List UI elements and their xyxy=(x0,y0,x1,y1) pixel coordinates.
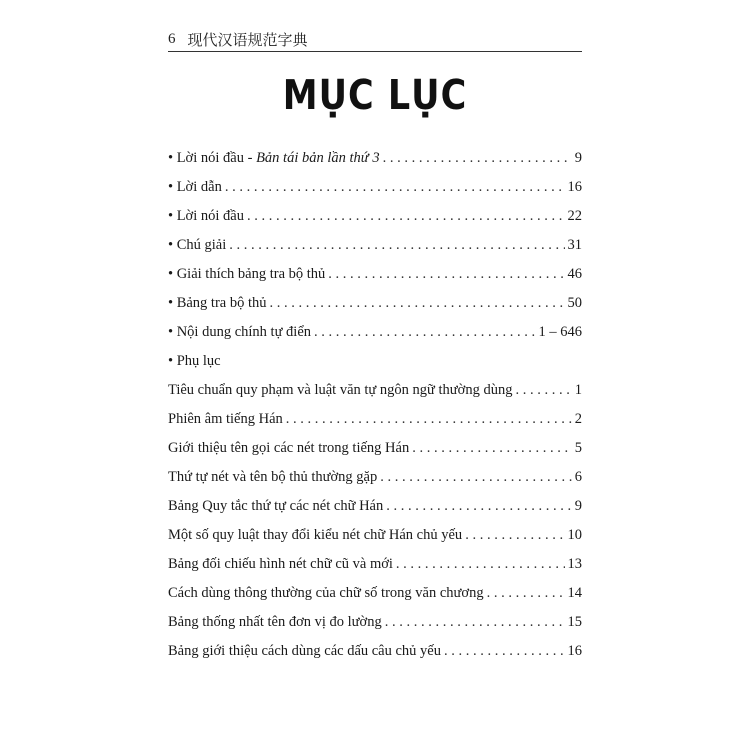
toc-entry-page: 1 – 646 xyxy=(538,324,582,340)
toc-entry-page: 9 xyxy=(574,150,582,166)
appendix-heading xyxy=(168,347,582,376)
toc-entry-page: 46 xyxy=(567,266,582,282)
toc-entry-label: Một số quy luật thay đổi kiểu nét chữ Hán chủ yếu xyxy=(168,527,463,543)
toc-entry-page: 31 xyxy=(567,237,582,253)
dot-leader xyxy=(515,382,571,399)
dot-leader xyxy=(386,498,572,515)
toc-entry-label: • Lời nói đầu - Bản tái bản lần thứ 3 xyxy=(168,150,380,167)
toc-entry[interactable] xyxy=(168,376,582,405)
toc-entry-label: Bảng giới thiệu cách dùng các dấu câu chủ yếu xyxy=(168,643,441,659)
toc-entry[interactable] xyxy=(168,173,582,202)
toc-entry[interactable] xyxy=(168,202,582,231)
dot-leader xyxy=(385,614,565,631)
toc-entry-page: 16 xyxy=(567,179,582,195)
dot-leader xyxy=(396,556,565,573)
toc-entry-label: • Lời nói đầu xyxy=(168,208,244,225)
toc-entry-label: Tiêu chuẩn quy phạm và luật văn tự ngôn ngữ thường dùng xyxy=(168,382,513,398)
toc-entry-label: • Lời dẫn xyxy=(168,179,222,196)
toc-entry-page: 14 xyxy=(567,585,582,601)
toc-entry[interactable] xyxy=(168,492,582,521)
toc-entry-label: Thứ tự nét và tên bộ thủ thường gặp xyxy=(168,469,378,485)
toc-entry-label: • Bảng tra bộ thủ xyxy=(168,295,267,312)
toc-entry-page: 50 xyxy=(567,295,582,311)
dot-leader xyxy=(225,179,565,196)
toc-entry[interactable] xyxy=(168,579,582,608)
header-book-title: 现代汉语规范字典 xyxy=(187,32,308,49)
toc-entry-label: Bảng đối chiếu hình nét chữ cũ và mới xyxy=(168,556,393,572)
toc-entry-page: 15 xyxy=(567,614,582,630)
toc-entry-page: 16 xyxy=(567,643,582,659)
toc-entry-label: Bảng thống nhất tên đơn vị đo lường xyxy=(168,614,382,630)
dot-leader xyxy=(383,150,572,167)
dot-leader xyxy=(314,324,535,341)
dot-leader xyxy=(286,411,572,428)
toc-entry[interactable] xyxy=(168,231,582,260)
dot-leader xyxy=(270,295,565,312)
toc-entry-page: 2 xyxy=(574,411,582,427)
toc-entry-label: Giới thiệu tên gọi các nét trong tiếng Hán xyxy=(168,440,410,456)
appendix-heading-label: • Phụ lục xyxy=(168,353,221,370)
toc-entry-label: • Chú giải xyxy=(168,237,226,254)
dot-leader xyxy=(487,585,565,602)
toc-entry-label: Phiên âm tiếng Hán xyxy=(168,411,283,427)
toc-entry[interactable] xyxy=(168,550,582,579)
toc-entry-page: 6 xyxy=(574,469,582,485)
toc-entry[interactable] xyxy=(168,260,582,289)
dot-leader xyxy=(444,643,565,660)
toc-entry[interactable] xyxy=(168,405,582,434)
toc-main-list xyxy=(168,144,582,347)
dot-leader xyxy=(328,266,564,283)
toc-entry[interactable] xyxy=(168,434,582,463)
toc-entry-label: • Nội dung chính tự điển xyxy=(168,324,311,341)
toc-entry-label: Cách dùng thông thường của chữ số trong văn chương xyxy=(168,585,484,601)
toc-entry-page: 13 xyxy=(567,556,582,572)
dot-leader xyxy=(380,469,572,486)
header-page-number: 6 xyxy=(168,30,176,47)
dot-leader xyxy=(465,527,564,544)
toc-entry-page: 9 xyxy=(574,498,582,514)
toc-entry-page: 1 xyxy=(574,382,582,398)
toc-entry-page: 10 xyxy=(567,527,582,543)
toc-entry[interactable] xyxy=(168,318,582,347)
toc-appendix-list xyxy=(168,376,582,666)
toc-entry[interactable] xyxy=(168,289,582,318)
dot-leader xyxy=(412,440,572,457)
dot-leader xyxy=(229,237,564,254)
toc-entry[interactable] xyxy=(168,608,582,637)
table-of-contents xyxy=(168,144,582,666)
header-rule xyxy=(168,51,582,52)
dot-leader xyxy=(247,208,565,225)
toc-entry[interactable] xyxy=(168,144,582,173)
toc-entry-page: 22 xyxy=(567,208,582,224)
page-title: MỤC LỤC xyxy=(282,72,468,120)
toc-entry-label: Bảng Quy tắc thứ tự các nét chữ Hán xyxy=(168,498,384,514)
toc-entry[interactable] xyxy=(168,521,582,550)
toc-entry-page: 5 xyxy=(574,440,582,456)
running-header xyxy=(168,28,582,50)
toc-entry-label: • Giải thích bảng tra bộ thủ xyxy=(168,266,325,283)
toc-entry[interactable] xyxy=(168,637,582,666)
toc-entry[interactable] xyxy=(168,463,582,492)
